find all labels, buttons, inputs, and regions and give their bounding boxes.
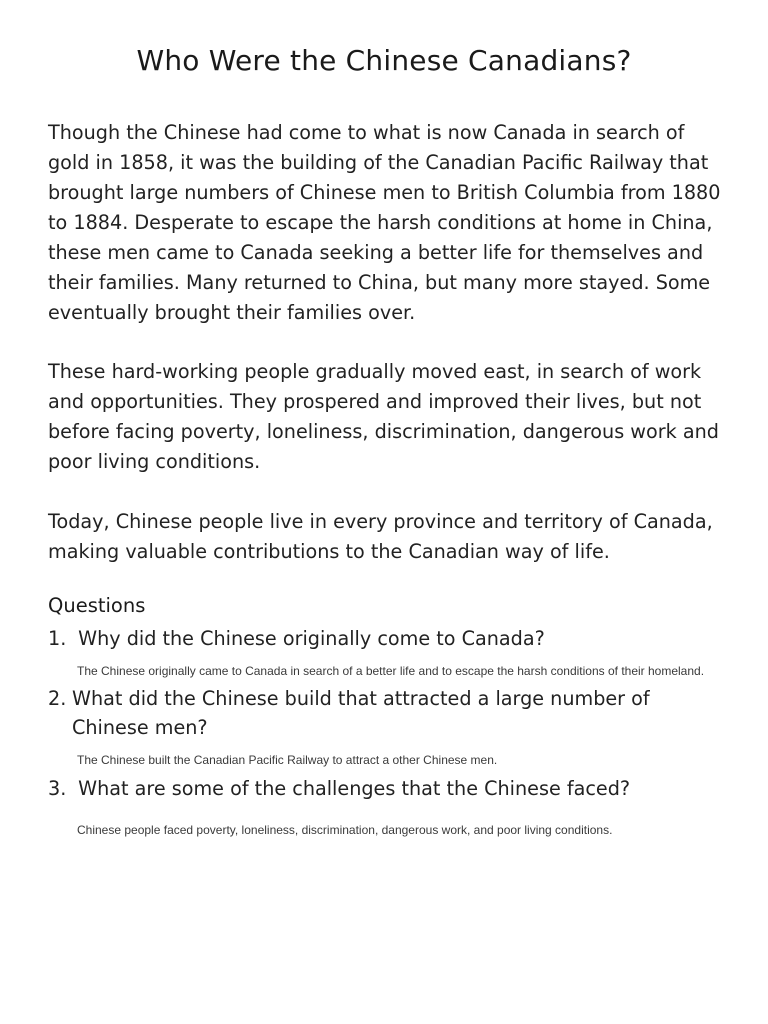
answer-1: The Chinese originally came to Canada in search of a better life and to escape the harsh conditions of their homeland.	[77, 664, 705, 678]
question-text: What did the Chinese build that attracted a large number of Chinese men?	[72, 687, 650, 739]
movement-paragraph: These hard-working people gradually moved east, in search of work and opportunities. They prospered and improved their lives, but not before facing poverty, loneliness, discrimination, dangerous work and poor living conditions.	[48, 360, 719, 473]
page-title: Who Were the Chinese Canadians?	[136, 44, 632, 77]
question-number: 1.	[48, 627, 67, 650]
question-text: Why did the Chinese originally come to Canada?	[78, 627, 545, 650]
answer-2: The Chinese built the Canadian Pacific Railway to attract a other Chinese men.	[77, 753, 498, 767]
questions-heading: Questions	[48, 594, 146, 617]
question-text: What are some of the challenges that the Chinese faced?	[78, 777, 631, 800]
question-3	[48, 774, 728, 803]
intro-paragraph: Though the Chinese had come to what is now Canada in search of gold in 1858, it was the building of the Canadian Pacific Railway that brought large numbers of Chinese men to British Columbia from 1880 to 1884. Desperate to escape the harsh conditions at home in China, these men came to Canada seeking a better life for themselves and their families. Many returned to China, but many more stayed. Some eventually brought their families over.	[48, 121, 721, 324]
today-paragraph: Today, Chinese people live in every province and territory of Canada, making valuable contributions to the Canadian way of life.	[48, 510, 713, 563]
answer-3: Chinese people faced poverty, loneliness, discrimination, dangerous work, and poor living conditions.	[77, 823, 613, 837]
question-number: 2.	[48, 687, 67, 710]
question-number: 3.	[48, 777, 67, 800]
question-1	[48, 624, 728, 653]
question-2	[48, 684, 728, 742]
